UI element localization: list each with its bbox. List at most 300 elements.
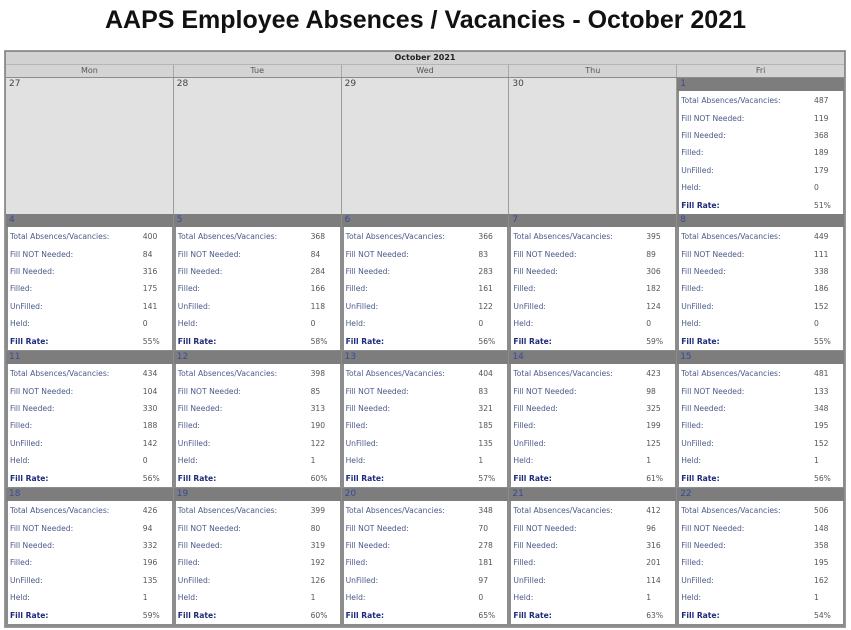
total-absences-label: Total Absences/Vacancies: bbox=[681, 369, 781, 379]
stat-row-total-absences bbox=[511, 228, 675, 245]
total-absences-label: Total Absences/Vacancies: bbox=[681, 96, 781, 106]
held-value: 1 bbox=[813, 593, 819, 603]
filled-value: 195 bbox=[813, 421, 829, 431]
total-absences-label: Total Absences/Vacancies: bbox=[177, 506, 278, 516]
calendar-day-outside-month bbox=[174, 78, 342, 215]
unfilled-label: UnFilled: bbox=[513, 575, 546, 585]
fill-needed-value: 338 bbox=[813, 266, 829, 276]
total-absences-value: 412 bbox=[646, 506, 661, 516]
unfilled-label: UnFilled: bbox=[177, 301, 211, 311]
fill-needed-label: Fill Needed: bbox=[345, 266, 391, 276]
day-number-link[interactable]: 13 bbox=[342, 351, 509, 364]
total-absences-label: Total Absences/Vacancies: bbox=[345, 506, 445, 516]
stat-row-fill-needed bbox=[8, 537, 172, 554]
stat-row-total-absences bbox=[679, 502, 843, 519]
filled-label: Filled: bbox=[177, 558, 200, 568]
stat-row-total-absences bbox=[679, 92, 843, 109]
fill-rate-value: 57% bbox=[478, 473, 496, 483]
stat-row-total-absences bbox=[8, 228, 172, 245]
calendar-day bbox=[509, 488, 677, 625]
held-value: 0 bbox=[478, 593, 484, 603]
day-number-link[interactable]: 15 bbox=[677, 351, 844, 364]
total-absences-value: 404 bbox=[478, 369, 493, 379]
stat-row-fill-not-needed bbox=[176, 382, 340, 399]
fill-needed-label: Fill Needed: bbox=[345, 403, 391, 413]
calendar-day bbox=[6, 214, 174, 351]
stat-row-filled bbox=[8, 554, 172, 571]
held-label: Held: bbox=[177, 319, 198, 329]
total-absences-label: Total Absences/Vacancies: bbox=[10, 232, 110, 242]
fill-rate-value: 59% bbox=[646, 336, 664, 346]
stat-row-fill-needed bbox=[176, 400, 340, 417]
stat-row-fill-not-needed bbox=[176, 245, 340, 262]
total-absences-label: Total Absences/Vacancies: bbox=[10, 506, 110, 516]
stat-row-fill-needed bbox=[176, 537, 340, 554]
stat-row-unfilled bbox=[679, 162, 843, 179]
fill-needed-value: 278 bbox=[478, 540, 493, 550]
stat-row-fill-not-needed bbox=[8, 519, 172, 536]
stat-row-held bbox=[511, 452, 675, 469]
fill-needed-label: Fill Needed: bbox=[345, 540, 391, 550]
total-absences-label: Total Absences/Vacancies: bbox=[681, 232, 781, 242]
held-value: 1 bbox=[310, 593, 316, 603]
stat-row-unfilled bbox=[511, 435, 675, 452]
total-absences-value: 399 bbox=[310, 506, 326, 516]
calendar bbox=[4, 50, 846, 628]
fill-not-needed-label: Fill NOT Needed: bbox=[681, 249, 745, 259]
calendar-week bbox=[6, 488, 844, 625]
stat-row-fill-needed bbox=[679, 400, 843, 417]
held-label: Held: bbox=[681, 593, 702, 603]
day-stats bbox=[8, 227, 172, 351]
stat-row-fill-needed bbox=[344, 263, 508, 280]
fill-needed-label: Fill Needed: bbox=[10, 540, 55, 550]
fill-rate-value: 55% bbox=[813, 336, 831, 346]
fill-needed-label: Fill Needed: bbox=[681, 266, 726, 276]
fill-rate-value: 60% bbox=[310, 473, 328, 483]
unfilled-value: 114 bbox=[646, 575, 661, 585]
unfilled-label: UnFilled: bbox=[177, 438, 211, 448]
day-stats bbox=[511, 364, 675, 488]
fill-needed-label: Fill Needed: bbox=[513, 266, 558, 276]
page-title: AAPS Employee Absences / Vacancies - October 2021 bbox=[104, 6, 747, 34]
fill-needed-value: 368 bbox=[813, 130, 829, 140]
stat-row-unfilled bbox=[511, 572, 675, 589]
stat-row-fill-rate bbox=[176, 469, 340, 486]
day-number-link[interactable]: 14 bbox=[509, 351, 676, 364]
total-absences-value: 400 bbox=[142, 232, 158, 242]
calendar-week bbox=[6, 214, 844, 351]
stat-row-unfilled bbox=[176, 572, 340, 589]
fill-needed-value: 316 bbox=[646, 540, 661, 550]
fill-not-needed-value: 98 bbox=[646, 386, 656, 396]
fill-needed-label: Fill Needed: bbox=[681, 130, 726, 140]
filled-label: Filled: bbox=[345, 284, 368, 294]
stat-row-held bbox=[679, 452, 843, 469]
day-stats bbox=[679, 501, 843, 625]
stat-row-fill-not-needed bbox=[679, 109, 843, 126]
stat-row-filled bbox=[8, 280, 172, 297]
fill-not-needed-label: Fill NOT Needed: bbox=[513, 386, 577, 396]
day-number-link[interactable]: 8 bbox=[677, 214, 844, 227]
stat-row-fill-needed bbox=[511, 537, 675, 554]
fill-rate-value: 58% bbox=[310, 336, 328, 346]
unfilled-value: 152 bbox=[813, 301, 829, 311]
stat-row-fill-rate bbox=[679, 196, 843, 213]
stat-row-fill-rate bbox=[344, 469, 508, 486]
stat-row-total-absences bbox=[344, 365, 508, 382]
fill-not-needed-label: Fill NOT Needed: bbox=[177, 249, 241, 259]
fill-not-needed-value: 133 bbox=[813, 386, 829, 396]
calendar-day bbox=[677, 78, 844, 215]
stat-row-fill-not-needed bbox=[679, 382, 843, 399]
stat-row-fill-needed bbox=[344, 537, 508, 554]
fill-rate-value: 56% bbox=[813, 473, 831, 483]
fill-not-needed-value: 94 bbox=[142, 523, 153, 533]
stat-row-total-absences bbox=[176, 228, 340, 245]
filled-label: Filled: bbox=[681, 284, 704, 294]
stat-row-total-absences bbox=[344, 502, 508, 519]
calendar-day bbox=[509, 351, 677, 488]
stat-row-total-absences bbox=[511, 502, 675, 519]
stat-row-total-absences bbox=[679, 365, 843, 382]
stat-row-unfilled bbox=[344, 572, 508, 589]
fill-not-needed-value: 80 bbox=[310, 523, 321, 533]
stat-row-held bbox=[176, 452, 340, 469]
calendar-day bbox=[342, 488, 510, 625]
stat-row-filled bbox=[344, 417, 508, 434]
day-stats bbox=[679, 227, 843, 351]
held-label: Held: bbox=[681, 456, 702, 466]
filled-value: 185 bbox=[478, 421, 493, 431]
fill-not-needed-label: Fill NOT Needed: bbox=[681, 386, 745, 396]
held-label: Held: bbox=[345, 456, 366, 466]
weekday-mon: Mon bbox=[6, 65, 174, 77]
day-number-link: 28 bbox=[176, 79, 189, 89]
filled-label: Filled: bbox=[513, 421, 536, 431]
stat-row-fill-not-needed bbox=[176, 519, 340, 536]
filled-value: 199 bbox=[646, 421, 661, 431]
filled-label: Filled: bbox=[177, 421, 200, 431]
held-label: Held: bbox=[345, 593, 366, 603]
total-absences-label: Total Absences/Vacancies: bbox=[177, 369, 278, 379]
stat-row-total-absences bbox=[511, 365, 675, 382]
day-number-link[interactable]: 11 bbox=[6, 351, 173, 364]
fill-not-needed-label: Fill NOT Needed: bbox=[513, 249, 577, 259]
stat-row-unfilled bbox=[176, 435, 340, 452]
day-number-link[interactable]: 18 bbox=[6, 488, 173, 501]
unfilled-value: 152 bbox=[813, 438, 829, 448]
unfilled-label: UnFilled: bbox=[345, 438, 379, 448]
stat-row-held bbox=[344, 315, 508, 332]
fill-not-needed-label: Fill NOT Needed: bbox=[10, 523, 74, 533]
unfilled-value: 142 bbox=[142, 438, 158, 448]
stat-row-fill-rate bbox=[511, 606, 675, 623]
held-value: 0 bbox=[142, 456, 148, 466]
fill-not-needed-value: 104 bbox=[142, 386, 158, 396]
fill-rate-label: Fill Rate: bbox=[345, 473, 385, 483]
fill-not-needed-value: 89 bbox=[646, 249, 656, 259]
fill-not-needed-value: 83 bbox=[478, 249, 489, 259]
fill-rate-label: Fill Rate: bbox=[177, 610, 217, 620]
unfilled-label: UnFilled: bbox=[681, 165, 714, 175]
held-value: 1 bbox=[646, 456, 652, 466]
held-label: Held: bbox=[10, 319, 30, 329]
held-label: Held: bbox=[177, 456, 198, 466]
stat-row-filled bbox=[176, 280, 340, 297]
stat-row-unfilled bbox=[8, 298, 172, 315]
stat-row-held bbox=[176, 315, 340, 332]
unfilled-value: 124 bbox=[646, 301, 661, 311]
stat-row-filled bbox=[344, 554, 508, 571]
stat-row-fill-rate bbox=[679, 606, 843, 623]
day-stats bbox=[176, 364, 340, 488]
calendar-day bbox=[174, 351, 342, 488]
held-value: 1 bbox=[646, 593, 652, 603]
stat-row-filled bbox=[511, 554, 675, 571]
filled-value: 189 bbox=[813, 148, 829, 158]
fill-needed-label: Fill Needed: bbox=[177, 540, 223, 550]
filled-value: 166 bbox=[310, 284, 326, 294]
stat-row-filled bbox=[679, 280, 843, 297]
held-value: 0 bbox=[310, 319, 316, 329]
fill-needed-value: 284 bbox=[310, 266, 326, 276]
held-label: Held: bbox=[513, 593, 534, 603]
stat-row-held bbox=[176, 589, 340, 606]
day-number-link: 27 bbox=[9, 79, 21, 89]
held-value: 0 bbox=[813, 319, 819, 329]
stat-row-fill-rate bbox=[511, 332, 675, 349]
day-number-link[interactable]: 12 bbox=[174, 351, 341, 364]
day-number-link[interactable]: 7 bbox=[509, 214, 676, 227]
day-number-link[interactable]: 21 bbox=[509, 488, 676, 501]
stat-row-fill-not-needed bbox=[344, 245, 508, 262]
day-stats bbox=[511, 501, 675, 625]
total-absences-value: 366 bbox=[478, 232, 493, 242]
filled-label: Filled: bbox=[681, 421, 704, 431]
fill-rate-label: Fill Rate: bbox=[177, 336, 217, 346]
fill-not-needed-label: Fill NOT Needed: bbox=[513, 523, 577, 533]
stat-row-fill-rate bbox=[8, 469, 172, 486]
day-number-link: 30 bbox=[512, 79, 524, 89]
stat-row-fill-not-needed bbox=[8, 245, 172, 262]
held-value: 0 bbox=[646, 319, 652, 329]
day-number-link[interactable]: 1 bbox=[677, 78, 844, 91]
total-absences-label: Total Absences/Vacancies: bbox=[177, 232, 278, 242]
day-stats bbox=[344, 227, 508, 351]
stat-row-filled bbox=[679, 417, 843, 434]
stat-row-fill-not-needed bbox=[344, 519, 508, 536]
fill-rate-value: 56% bbox=[142, 473, 160, 483]
total-absences-value: 348 bbox=[478, 506, 493, 516]
calendar-day-outside-month bbox=[342, 78, 510, 215]
fill-needed-label: Fill Needed: bbox=[681, 403, 726, 413]
filled-label: Filled: bbox=[10, 284, 33, 294]
held-label: Held: bbox=[513, 319, 534, 329]
calendar-day bbox=[677, 488, 844, 625]
stat-row-fill-rate bbox=[344, 606, 508, 623]
unfilled-label: UnFilled: bbox=[681, 438, 714, 448]
fill-rate-label: Fill Rate: bbox=[513, 336, 552, 346]
fill-needed-value: 332 bbox=[142, 540, 158, 550]
fill-not-needed-label: Fill NOT Needed: bbox=[345, 249, 409, 259]
stat-row-fill-needed bbox=[8, 263, 172, 280]
day-number-link[interactable]: 22 bbox=[677, 488, 844, 501]
calendar-day bbox=[677, 351, 844, 488]
fill-not-needed-label: Fill NOT Needed: bbox=[681, 113, 745, 123]
stat-row-held bbox=[8, 589, 172, 606]
held-label: Held: bbox=[513, 456, 534, 466]
fill-needed-value: 325 bbox=[646, 403, 661, 413]
fill-rate-value: 51% bbox=[813, 200, 831, 210]
day-number-link[interactable]: 20 bbox=[342, 488, 509, 501]
stat-row-held bbox=[8, 452, 172, 469]
unfilled-label: UnFilled: bbox=[177, 575, 211, 585]
fill-not-needed-value: 85 bbox=[310, 386, 321, 396]
day-stats bbox=[679, 364, 843, 488]
stat-row-fill-rate bbox=[8, 606, 172, 623]
fill-not-needed-value: 83 bbox=[478, 386, 489, 396]
total-absences-value: 487 bbox=[813, 96, 829, 106]
fill-not-needed-value: 70 bbox=[478, 523, 489, 533]
fill-needed-label: Fill Needed: bbox=[681, 540, 726, 550]
total-absences-label: Total Absences/Vacancies: bbox=[681, 506, 781, 516]
day-number-link[interactable]: 5 bbox=[174, 214, 341, 227]
stat-row-fill-not-needed bbox=[511, 382, 675, 399]
fill-rate-label: Fill Rate: bbox=[513, 610, 552, 620]
fill-needed-label: Fill Needed: bbox=[10, 403, 55, 413]
stat-row-unfilled bbox=[176, 298, 340, 315]
stat-row-fill-needed bbox=[176, 263, 340, 280]
total-absences-value: 398 bbox=[310, 369, 326, 379]
filled-value: 201 bbox=[646, 558, 661, 568]
fill-needed-value: 319 bbox=[310, 540, 326, 550]
stat-row-fill-rate bbox=[511, 469, 675, 486]
held-value: 1 bbox=[478, 456, 484, 466]
stat-row-fill-needed bbox=[679, 127, 843, 144]
filled-label: Filled: bbox=[345, 558, 368, 568]
fill-rate-label: Fill Rate: bbox=[513, 473, 552, 483]
fill-rate-label: Fill Rate: bbox=[681, 473, 720, 483]
fill-not-needed-label: Fill NOT Needed: bbox=[345, 386, 409, 396]
fill-needed-label: Fill Needed: bbox=[177, 266, 223, 276]
filled-value: 175 bbox=[142, 284, 158, 294]
calendar-day-outside-month bbox=[509, 78, 677, 215]
unfilled-value: 179 bbox=[813, 165, 829, 175]
unfilled-label: UnFilled: bbox=[513, 301, 546, 311]
unfilled-value: 141 bbox=[142, 301, 158, 311]
fill-not-needed-label: Fill NOT Needed: bbox=[10, 386, 74, 396]
stat-row-fill-rate bbox=[8, 332, 172, 349]
stat-row-unfilled bbox=[679, 572, 843, 589]
fill-needed-label: Fill Needed: bbox=[10, 266, 55, 276]
day-number-link[interactable]: 19 bbox=[174, 488, 341, 501]
fill-rate-label: Fill Rate: bbox=[681, 200, 720, 210]
fill-needed-label: Fill Needed: bbox=[513, 540, 558, 550]
total-absences-value: 434 bbox=[142, 369, 158, 379]
total-absences-label: Total Absences/Vacancies: bbox=[345, 232, 445, 242]
unfilled-value: 135 bbox=[142, 575, 158, 585]
filled-label: Filled: bbox=[681, 558, 704, 568]
filled-value: 196 bbox=[142, 558, 158, 568]
filled-label: Filled: bbox=[10, 421, 33, 431]
day-number-link: 29 bbox=[344, 79, 357, 89]
fill-rate-value: 59% bbox=[142, 610, 160, 620]
fill-rate-value: 56% bbox=[478, 336, 496, 346]
stat-row-filled bbox=[679, 554, 843, 571]
fill-needed-label: Fill Needed: bbox=[513, 403, 558, 413]
day-stats bbox=[176, 501, 340, 625]
stat-row-filled bbox=[511, 280, 675, 297]
fill-not-needed-label: Fill NOT Needed: bbox=[177, 523, 241, 533]
unfilled-label: UnFilled: bbox=[681, 301, 714, 311]
held-label: Held: bbox=[681, 319, 702, 329]
day-number-link[interactable]: 6 bbox=[342, 214, 509, 227]
fill-not-needed-value: 84 bbox=[142, 249, 153, 259]
stat-row-fill-not-needed bbox=[679, 245, 843, 262]
held-label: Held: bbox=[681, 183, 702, 193]
unfilled-value: 118 bbox=[310, 301, 326, 311]
calendar-day bbox=[174, 488, 342, 625]
fill-rate-value: 61% bbox=[646, 473, 664, 483]
stat-row-fill-needed bbox=[8, 400, 172, 417]
stat-row-unfilled bbox=[679, 298, 843, 315]
stat-row-unfilled bbox=[511, 298, 675, 315]
stat-row-fill-needed bbox=[679, 537, 843, 554]
unfilled-value: 135 bbox=[478, 438, 493, 448]
fill-needed-value: 313 bbox=[310, 403, 326, 413]
calendar-day bbox=[509, 214, 677, 351]
held-label: Held: bbox=[10, 456, 30, 466]
fill-not-needed-value: 84 bbox=[310, 249, 321, 259]
filled-label: Filled: bbox=[681, 148, 704, 158]
filled-value: 192 bbox=[310, 558, 326, 568]
stat-row-unfilled bbox=[679, 435, 843, 452]
stat-row-fill-needed bbox=[344, 400, 508, 417]
unfilled-value: 97 bbox=[478, 575, 489, 585]
day-stats bbox=[8, 364, 172, 488]
fill-rate-value: 60% bbox=[310, 610, 328, 620]
stat-row-fill-rate bbox=[176, 332, 340, 349]
stat-row-unfilled bbox=[344, 435, 508, 452]
filled-value: 188 bbox=[142, 421, 158, 431]
unfilled-label: UnFilled: bbox=[10, 438, 43, 448]
calendar-week bbox=[6, 351, 844, 488]
fill-not-needed-value: 119 bbox=[813, 113, 829, 123]
fill-not-needed-value: 148 bbox=[813, 523, 829, 533]
fill-needed-value: 283 bbox=[478, 266, 493, 276]
day-number-link[interactable]: 4 bbox=[6, 214, 173, 227]
filled-value: 182 bbox=[646, 284, 661, 294]
fill-rate-label: Fill Rate: bbox=[681, 610, 720, 620]
stat-row-held bbox=[511, 315, 675, 332]
stat-row-filled bbox=[176, 417, 340, 434]
stat-row-total-absences bbox=[344, 228, 508, 245]
stat-row-fill-rate bbox=[679, 469, 843, 486]
unfilled-label: UnFilled: bbox=[10, 301, 43, 311]
day-stats bbox=[344, 501, 508, 625]
total-absences-value: 506 bbox=[813, 506, 829, 516]
fill-rate-label: Fill Rate: bbox=[345, 336, 385, 346]
filled-value: 195 bbox=[813, 558, 829, 568]
total-absences-value: 481 bbox=[813, 369, 829, 379]
stat-row-held bbox=[344, 589, 508, 606]
fill-not-needed-label: Fill NOT Needed: bbox=[10, 249, 74, 259]
total-absences-label: Total Absences/Vacancies: bbox=[513, 506, 613, 516]
total-absences-label: Total Absences/Vacancies: bbox=[10, 369, 110, 379]
fill-rate-value: 65% bbox=[478, 610, 496, 620]
day-stats bbox=[8, 501, 172, 625]
